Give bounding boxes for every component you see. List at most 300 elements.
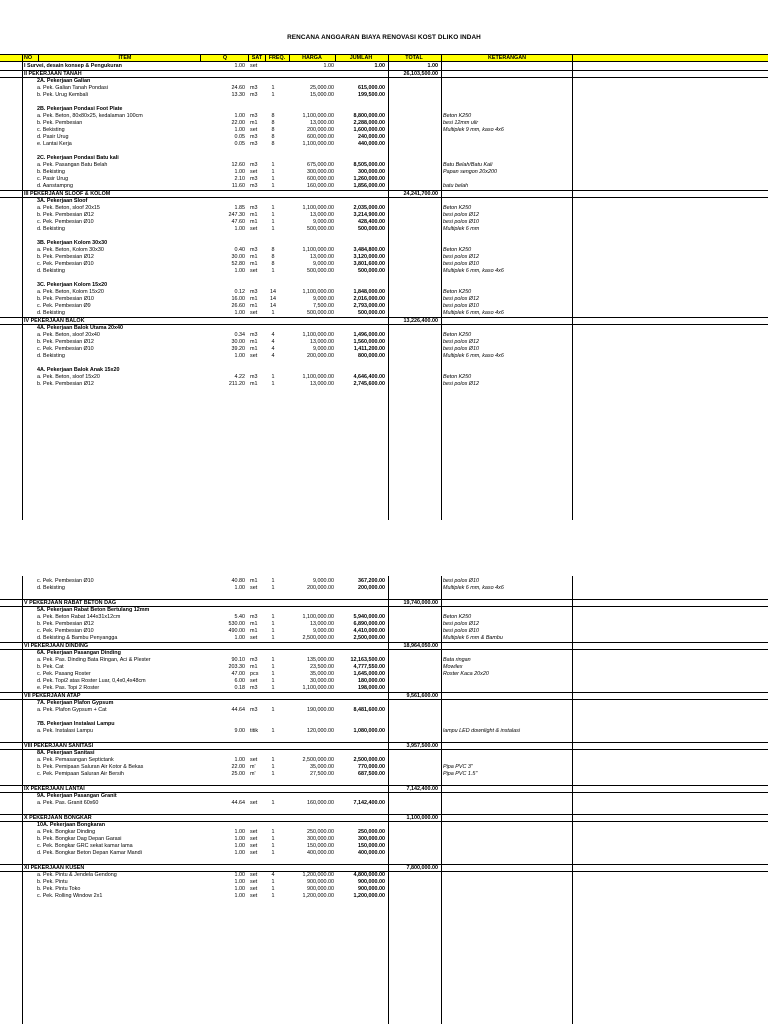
note-cell: besi polos Ø12 — [443, 381, 479, 387]
item-cell: b. Pek. Pembesian Ø12 — [37, 621, 94, 627]
amount-cell: 1,080,000.00 — [353, 728, 385, 734]
item-cell: XI PEKERJAAN KUSEN — [24, 865, 85, 871]
item-cell: b. Pek. Pembesian — [37, 120, 83, 126]
item-cell: e. Pek. Pas. Topi 2 Roster — [37, 685, 100, 691]
note-cell: besi polos Ø12 — [443, 296, 479, 302]
section-row — [0, 864, 768, 872]
quantity-cell: 1.00 — [234, 268, 245, 274]
unit-cell: set — [250, 268, 258, 274]
quantity-cell: 0.05 — [234, 141, 245, 147]
quantity-cell: 22.00 — [231, 764, 245, 770]
item-cell: a. Pek. Galian Tanah Pondasi — [37, 85, 108, 91]
amount-cell: 2,016,000.00 — [353, 296, 385, 302]
freq-cell: 1 — [271, 800, 275, 806]
unit-cell: set — [250, 310, 258, 316]
freq-cell: 8 — [271, 127, 275, 133]
quantity-cell: 12.60 — [231, 162, 245, 168]
blank-row — [0, 735, 768, 742]
unit-cell: m' — [250, 771, 256, 777]
unit-cell: m1 — [250, 296, 258, 302]
item-cell: d. Pasir Urug — [37, 134, 69, 140]
blank-row — [0, 857, 768, 864]
price-cell: 1,200,000.00 — [302, 893, 334, 899]
amount-cell: 3,120,000.00 — [353, 254, 385, 260]
blank-row — [0, 592, 768, 599]
blank-row — [0, 275, 768, 282]
header-keterangan: KETERANGAN — [487, 55, 527, 61]
section-row — [0, 317, 768, 325]
section-row — [0, 599, 768, 607]
amount-cell: 4,646,400.00 — [353, 374, 385, 380]
item-cell: a. Pek. Beton, Kolom 15x20 — [37, 289, 104, 295]
amount-cell: 900,000.00 — [358, 886, 385, 892]
subsection-row — [0, 198, 768, 205]
amount-cell: 1,600,000.00 — [353, 127, 385, 133]
price-cell: 600,000.00 — [307, 176, 334, 182]
note-cell: Multiplek 6 mm — [443, 226, 480, 232]
item-cell: d. Pek. Topi2 atas Roster Luar, 0,4x0,4x48cm — [37, 678, 146, 684]
amount-cell: 1,645,000.00 — [353, 671, 385, 677]
section-row — [0, 785, 768, 793]
amount-cell: 770,000.00 — [358, 764, 385, 770]
unit-cell: m3 — [250, 289, 258, 295]
table-row — [0, 628, 768, 635]
unit-cell: m3 — [250, 707, 258, 713]
freq-cell: 14 — [270, 289, 276, 295]
price-cell: 500,000.00 — [307, 226, 334, 232]
table-row — [0, 268, 768, 275]
table-row — [0, 764, 768, 771]
subsection-row — [0, 700, 768, 707]
unit-cell: titik — [250, 728, 259, 734]
item-cell: a. Pek. Beton, 80x80x25, kedalaman 100cm — [37, 113, 143, 119]
subsection-row — [0, 78, 768, 85]
subsection-row — [0, 106, 768, 113]
price-cell: 9,000.00 — [313, 578, 334, 584]
freq-cell: 1 — [271, 183, 275, 189]
quantity-cell: 1.85 — [234, 205, 245, 211]
amount-cell: 428,400.00 — [358, 219, 385, 225]
price-cell: 7,500.00 — [313, 303, 334, 309]
price-cell: 160,000.00 — [307, 183, 334, 189]
quantity-cell: 0.40 — [234, 247, 245, 253]
blank-row — [0, 99, 768, 106]
table-row — [0, 205, 768, 212]
price-cell: 13,000.00 — [310, 120, 334, 126]
table-row — [0, 169, 768, 176]
amount-cell: 2,035,000.00 — [353, 205, 385, 211]
freq-cell: 1 — [271, 664, 275, 670]
unit-cell: pcs — [250, 671, 259, 677]
quantity-cell: 1.00 — [234, 113, 245, 119]
price-cell: 25,000.00 — [310, 85, 334, 91]
unit-cell: m1 — [250, 254, 258, 260]
total-cell: 18,964,050.00 — [403, 643, 438, 649]
header-jumlah: JUMLAH — [349, 55, 373, 61]
amount-cell: 240,000.00 — [358, 134, 385, 140]
quantity-cell: 4.22 — [234, 374, 245, 380]
note-cell: Multiplek 6 mm & Bambu — [443, 635, 503, 641]
unit-cell: m1 — [250, 628, 258, 634]
quantity-cell: 39.20 — [231, 346, 245, 352]
table-row — [0, 212, 768, 219]
freq-cell: 4 — [271, 332, 275, 338]
price-cell: 1,100,000.00 — [302, 614, 334, 620]
blank-row — [0, 714, 768, 721]
item-cell: c. Pek. Pemipaan Saluran Air Bersih — [37, 771, 124, 777]
unit-cell: set — [250, 226, 258, 232]
note-cell: besi polos Ø12 — [443, 254, 479, 260]
freq-cell: 1 — [271, 219, 275, 225]
blank-row — [0, 807, 768, 814]
item-cell: 3A. Pekerjaan Sloof — [37, 198, 88, 204]
item-cell: d. Bekisting — [37, 353, 65, 359]
item-cell: 9A. Pekerjaan Pasangan Granit — [37, 793, 117, 799]
header-item: ITEM — [118, 55, 132, 61]
item-cell: b. Pek. Pembesian Ø12 — [37, 212, 94, 218]
table-row — [0, 92, 768, 99]
amount-cell: 367,200.00 — [358, 578, 385, 584]
price-cell: 1,100,000.00 — [302, 113, 334, 119]
freq-cell: 1 — [271, 764, 275, 770]
freq-cell: 1 — [271, 671, 275, 677]
unit-cell: m1 — [250, 212, 258, 218]
quantity-cell: 1.00 — [234, 310, 245, 316]
subsection-row — [0, 240, 768, 247]
item-cell: a. Pek. Pas. Granit 60x60 — [37, 800, 99, 806]
price-cell: 500,000.00 — [307, 310, 334, 316]
total-cell: 3,957,500.00 — [406, 743, 438, 749]
quantity-cell: 530.00 — [228, 621, 245, 627]
note-cell: Bata ringan — [443, 657, 471, 663]
unit-cell: set — [250, 678, 258, 684]
amount-cell: 615,000.00 — [358, 85, 385, 91]
price-cell: 9,000.00 — [313, 219, 334, 225]
table-row — [0, 664, 768, 671]
unit-cell: m1 — [250, 621, 258, 627]
item-cell: VIII PEKERJAAN SANITASI — [24, 743, 94, 749]
table-row — [0, 614, 768, 621]
unit-cell: set — [250, 353, 258, 359]
quantity-cell: 1.00 — [234, 635, 245, 641]
price-cell: 15,000.00 — [310, 92, 334, 98]
quantity-cell: 1.00 — [234, 169, 245, 175]
freq-cell: 1 — [271, 628, 275, 634]
note-cell: Multiplek 6 mm, kaso 4x6 — [443, 310, 504, 316]
note-cell: besi polos Ø10 — [443, 303, 479, 309]
header-freq: FREQ. — [268, 55, 286, 61]
note-cell: Multiplek 6 mm, kaso 4x6 — [443, 353, 504, 359]
price-cell: 13,000.00 — [310, 339, 334, 345]
freq-cell: 8 — [271, 247, 275, 253]
price-cell: 1,200,000.00 — [302, 872, 334, 878]
table-row — [0, 63, 768, 70]
price-cell: 13,000.00 — [310, 381, 334, 387]
item-cell: 10A. Pekerjaan Bongkaran — [37, 822, 106, 828]
item-cell: b. Bekisting — [37, 169, 65, 175]
price-cell: 200,000.00 — [307, 127, 334, 133]
amount-cell: 3,484,800.00 — [353, 247, 385, 253]
price-cell: 500,000.00 — [307, 268, 334, 274]
amount-cell: 6,890,000.00 — [353, 621, 385, 627]
amount-cell: 4,800,000.00 — [353, 872, 385, 878]
amount-cell: 3,214,900.00 — [353, 212, 385, 218]
freq-cell: 1 — [271, 226, 275, 232]
freq-cell: 8 — [271, 261, 275, 267]
price-cell: 900,000.00 — [307, 879, 334, 885]
item-cell: b. Pek. Pembesian Ø12 — [37, 381, 94, 387]
table-row — [0, 141, 768, 148]
quantity-cell: 1.00 — [234, 63, 245, 69]
price-cell: 2,500,000.00 — [302, 635, 334, 641]
freq-cell: 1 — [271, 893, 275, 899]
unit-cell: m3 — [250, 176, 258, 182]
subsection-row — [0, 822, 768, 829]
price-cell: 1,100,000.00 — [302, 247, 334, 253]
unit-cell: m1 — [250, 381, 258, 387]
note-cell: Beton K250 — [443, 614, 472, 620]
item-cell: c. Pek. Bongkar GRC sekat kamar lama — [37, 843, 133, 849]
blank-row — [0, 233, 768, 240]
item-cell: a. Pek. Beton Rabat 144x31x12cm — [37, 614, 121, 620]
total-cell: 7,142,400.00 — [406, 786, 438, 792]
item-cell: b. Pek. Urug Kembali — [37, 92, 88, 98]
unit-cell: set — [250, 757, 258, 763]
amount-cell: 199,500.00 — [358, 92, 385, 98]
table-row — [0, 183, 768, 190]
table-row — [0, 843, 768, 850]
item-cell: II PEKERJAAN TANAH — [24, 71, 82, 77]
freq-cell: 4 — [271, 346, 275, 352]
quantity-cell: 1.00 — [234, 843, 245, 849]
unit-cell: m3 — [250, 657, 258, 663]
item-cell: b. Pek. Pembesian Ø12 — [37, 254, 94, 260]
unit-cell: m3 — [250, 141, 258, 147]
unit-cell: set — [250, 893, 258, 899]
note-cell: besi polos Ø10 — [443, 261, 479, 267]
total-cell: 26,103,500.00 — [403, 71, 438, 77]
item-cell: c. Pasir Urug — [37, 176, 69, 182]
quantity-cell: 1.00 — [234, 757, 245, 763]
note-cell: Mowilex — [443, 664, 463, 670]
unit-cell: set — [250, 585, 258, 591]
unit-cell: m3 — [250, 92, 258, 98]
freq-cell: 1 — [271, 886, 275, 892]
freq-cell: 8 — [271, 134, 275, 140]
quantity-cell: 47.60 — [231, 219, 245, 225]
price-cell: 35,000.00 — [310, 671, 334, 677]
item-cell: a. Pek. Pintu & Jendela Gendong — [37, 872, 117, 878]
item-cell: a. Pek. Bongkar Dinding — [37, 829, 96, 835]
item-cell: d. Bekisting — [37, 226, 65, 232]
price-cell: 9,000.00 — [313, 261, 334, 267]
quantity-cell: 0.34 — [234, 332, 245, 338]
price-cell: 135,000.00 — [307, 657, 334, 663]
quantity-cell: 1.00 — [234, 353, 245, 359]
quantity-cell: 44.64 — [231, 707, 245, 713]
unit-cell: m3 — [250, 134, 258, 140]
note-cell: Multiplek 9 mm, kaso 4x6 — [443, 127, 504, 133]
item-cell: 4A. Pekerjaan Balok Anak 15x20 — [37, 367, 120, 373]
price-cell: 160,000.00 — [307, 800, 334, 806]
table-row — [0, 332, 768, 339]
note-cell: besi polos Ø12 — [443, 339, 479, 345]
freq-cell: 4 — [271, 353, 275, 359]
note-cell: Pipa PVC 3" — [443, 764, 473, 770]
unit-cell: m' — [250, 764, 256, 770]
amount-cell: 2,500,000.00 — [353, 635, 385, 641]
amount-cell: 250,000.00 — [358, 829, 385, 835]
subsection-row — [0, 793, 768, 800]
freq-cell: 1 — [271, 829, 275, 835]
freq-cell: 4 — [271, 872, 275, 878]
quantity-cell: 1.00 — [234, 872, 245, 878]
unit-cell: set — [250, 879, 258, 885]
item-cell: a. Pek. Beton, sloof 20x15 — [37, 205, 100, 211]
quantity-cell: 1.00 — [234, 879, 245, 885]
table-row — [0, 339, 768, 346]
quantity-cell: 0.12 — [234, 289, 245, 295]
amount-cell: 200,000.00 — [358, 585, 385, 591]
quantity-cell: 40.80 — [231, 578, 245, 584]
amount-cell: 1,260,000.00 — [353, 176, 385, 182]
price-cell: 1,100,000.00 — [302, 205, 334, 211]
total-cell: 7,800,000.00 — [406, 865, 438, 871]
quantity-cell: 1.00 — [234, 226, 245, 232]
item-cell: b. Pek. Pembesian Ø12 — [37, 339, 94, 345]
note-cell: besi polos Ø12 — [443, 621, 479, 627]
item-cell: d. Bekisting — [37, 268, 65, 274]
amount-cell: 7,142,400.00 — [353, 800, 385, 806]
amount-cell: 8,481,600.00 — [353, 707, 385, 713]
unit-cell: m1 — [250, 578, 258, 584]
quantity-cell: 9.00 — [234, 728, 245, 734]
item-cell: 2C. Pekerjaan Pondasi Batu kali — [37, 155, 119, 161]
price-cell: 9,000.00 — [313, 296, 334, 302]
table-row — [0, 657, 768, 664]
unit-cell: m3 — [250, 614, 258, 620]
header-no: NO — [24, 55, 33, 61]
quantity-cell: 30.00 — [231, 339, 245, 345]
blank-row — [0, 360, 768, 367]
note-cell: Beton K250 — [443, 374, 472, 380]
unit-cell: set — [250, 169, 258, 175]
table-row — [0, 671, 768, 678]
table-row — [0, 879, 768, 886]
quantity-cell: 47.00 — [231, 671, 245, 677]
note-cell: Beton K250 — [443, 247, 472, 253]
unit-cell: set — [250, 635, 258, 641]
item-cell: 3C. Pekerjaan Kolom 15x20 — [37, 282, 108, 288]
freq-cell: 1 — [271, 578, 275, 584]
subsection-row — [0, 155, 768, 162]
unit-cell: set — [250, 127, 258, 133]
note-cell: Beton K250 — [443, 332, 472, 338]
section-row — [0, 70, 768, 78]
item-cell: a. Pek. Beton, sloof 15x20 — [37, 374, 100, 380]
total-cell: 1.00 — [427, 63, 438, 69]
subsection-row — [0, 607, 768, 614]
item-cell: c. Pek. Pembesian Ø10 — [37, 346, 94, 352]
item-cell: I Survei, desain konsep & Pengukuran — [24, 63, 122, 69]
table-header — [0, 54, 768, 62]
section-row — [0, 742, 768, 750]
freq-cell: 1 — [271, 162, 275, 168]
unit-cell: m1 — [250, 261, 258, 267]
item-cell: 3B. Pekerjaan Kolom 30x30 — [37, 240, 108, 246]
item-cell: c. Pek. Pembesian Ø10 — [37, 628, 94, 634]
unit-cell: set — [250, 800, 258, 806]
table-row — [0, 381, 768, 388]
table-row — [0, 226, 768, 233]
price-cell: 13,000.00 — [310, 621, 334, 627]
document-title: RENCANA ANGGARAN BIAYA RENOVASI KOST DLIKO INDAH — [287, 34, 481, 41]
table-row — [0, 829, 768, 836]
amount-cell: 150,000.00 — [358, 843, 385, 849]
freq-cell: 1 — [271, 850, 275, 856]
price-cell: 1,100,000.00 — [302, 332, 334, 338]
price-cell: 200,000.00 — [307, 353, 334, 359]
item-cell: d. Bekisting — [37, 585, 65, 591]
quantity-cell: 25.00 — [231, 771, 245, 777]
freq-cell: 1 — [271, 212, 275, 218]
total-cell: 19,740,000.00 — [403, 600, 438, 606]
note-cell: batu belah — [443, 183, 469, 189]
table-row — [0, 872, 768, 879]
price-cell: 400,000.00 — [307, 850, 334, 856]
table-row — [0, 893, 768, 900]
amount-cell: 440,000.00 — [358, 141, 385, 147]
table-row — [0, 635, 768, 642]
subsection-row — [0, 721, 768, 728]
price-cell: 27,500.00 — [310, 771, 334, 777]
unit-cell: m1 — [250, 339, 258, 345]
total-cell: 13,226,400.00 — [403, 318, 438, 324]
amount-cell: 1,560,000.00 — [353, 339, 385, 345]
table-row — [0, 254, 768, 261]
freq-cell: 14 — [270, 303, 276, 309]
price-cell: 1,100,000.00 — [302, 141, 334, 147]
price-cell: 300,000.00 — [307, 836, 334, 842]
price-cell: 1.00 — [323, 63, 334, 69]
table-row — [0, 728, 768, 735]
note-cell: Pipa PVC 1.5" — [443, 771, 478, 777]
item-cell: 7B. Pekerjaan Instalasi Lampu — [37, 721, 115, 727]
item-cell: c. Pek. Rolling Window 2x1 — [37, 893, 103, 899]
unit-cell: set — [250, 872, 258, 878]
sheet-page-1 — [0, 54, 768, 520]
total-cell: 1,100,000.00 — [406, 815, 438, 821]
header-total: TOTAL — [405, 55, 423, 61]
unit-cell: m1 — [250, 303, 258, 309]
subsection-row — [0, 750, 768, 757]
freq-cell: 1 — [271, 771, 275, 777]
amount-cell: 1,848,000.00 — [353, 289, 385, 295]
item-cell: a. Pek. Pasangan Batu Belah — [37, 162, 108, 168]
item-cell: 7A. Pekerjaan Plafon Gypsum — [37, 700, 114, 706]
amount-cell: 1.00 — [374, 63, 385, 69]
quantity-cell: 1.00 — [234, 585, 245, 591]
item-cell: VI PEKERJAAN DINDING — [24, 643, 89, 649]
item-cell: c. Pek. Pasang Roster — [37, 671, 91, 677]
price-cell: 13,000.00 — [310, 254, 334, 260]
amount-cell: 300,000.00 — [358, 169, 385, 175]
unit-cell: m3 — [250, 685, 258, 691]
freq-cell: 1 — [271, 374, 275, 380]
item-cell: c. Pek. Pembesian Ø9 — [37, 303, 91, 309]
freq-cell: 1 — [271, 836, 275, 842]
table-row — [0, 353, 768, 360]
